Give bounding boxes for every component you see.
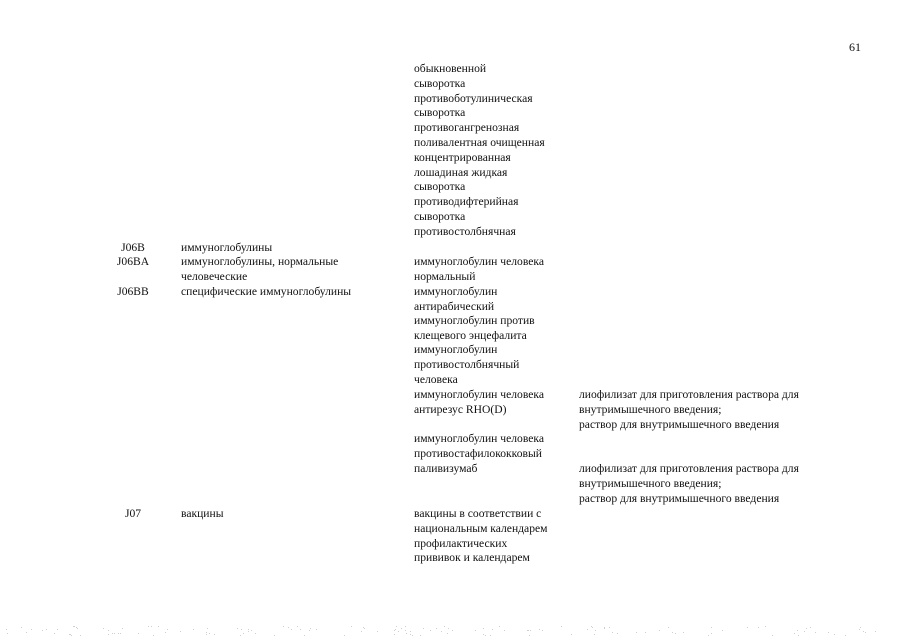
scan-speck [815, 632, 816, 633]
scan-speck [604, 628, 605, 629]
scan-speck [241, 629, 242, 630]
scan-speck [529, 635, 530, 636]
dosage-form-line: внутримышечного введения; [579, 402, 722, 416]
scan-speck [444, 626, 445, 627]
atc-group-line: вакцины [181, 507, 224, 520]
scan-speck [288, 627, 289, 628]
scan-speck [875, 631, 876, 632]
scan-speck [683, 632, 684, 633]
scan-speck [405, 626, 406, 627]
atc-code: J06BB [117, 285, 149, 298]
scan-speck [711, 633, 712, 634]
dosage-form-line: раствор для внутримышечного введения [579, 417, 780, 431]
scan-speck [118, 633, 119, 634]
scan-speck [430, 630, 431, 631]
continuation-text [414, 62, 545, 240]
continuation-line: поливалентная очищенная [414, 135, 545, 149]
atc-group-line: специфические иммуноглобулины [181, 285, 352, 298]
scan-speck [26, 632, 27, 633]
scan-speck [860, 627, 861, 628]
scan-speck [377, 631, 378, 632]
scan-speck [441, 631, 442, 632]
continuation-line: сыворотка [414, 106, 466, 120]
scan-speck [114, 633, 115, 634]
drug-name-line: иммуноглобулин против [414, 314, 535, 327]
scan-speck [74, 626, 75, 627]
drug-name-line: клещевого энцефалита [414, 328, 527, 342]
scan-speck [828, 632, 829, 633]
scan-speck [542, 630, 543, 631]
scan-speck [483, 634, 484, 635]
atc-group-line: иммуноглобулины [181, 241, 273, 254]
scan-speck [310, 628, 311, 629]
scan-speck [528, 630, 529, 631]
scan-speck [153, 635, 154, 636]
drug-name-line: человека [414, 372, 458, 386]
drug-name-line: антирезус RHO(D) [414, 402, 507, 416]
scan-speck [291, 629, 292, 630]
scan-speck [859, 629, 860, 630]
scan-speck [255, 633, 256, 634]
dosage-form-line: лиофилизат для приготовления раствора для [579, 462, 799, 475]
scan-speck [797, 630, 798, 631]
scan-speck [804, 631, 805, 632]
scan-speck [571, 634, 572, 635]
drug-name-line: паливизумаб [414, 462, 478, 475]
drug-name-line: иммуноглобулин [414, 343, 498, 356]
scan-speck [77, 628, 78, 629]
scan-speck [845, 635, 846, 636]
scan-speck [151, 626, 152, 627]
scan-speck [344, 635, 345, 636]
scan-speck [490, 635, 491, 636]
scan-speck [248, 629, 249, 630]
atc-group-line: человеческие [181, 269, 248, 283]
drug-name [414, 343, 519, 387]
continuation-line: сыворотка [414, 180, 466, 194]
drug-name [414, 314, 535, 344]
scan-speck [274, 635, 275, 636]
drug-name-line: антирабический [414, 299, 495, 313]
scan-speck [711, 627, 712, 628]
scan-speck [398, 631, 399, 632]
scan-speck [108, 634, 109, 635]
drug-name-line: нормальный [414, 269, 476, 283]
scan-speck [167, 629, 168, 630]
scan-speck [6, 629, 7, 630]
dosage-form [579, 462, 799, 506]
continuation-line: противоботулиническая [414, 91, 533, 105]
scan-speck [475, 630, 476, 631]
scan-speck [412, 635, 413, 636]
scan-speck [645, 632, 646, 633]
scan-speck [394, 634, 395, 635]
continuation-line: обыкновенной [414, 62, 487, 75]
dosage-form-line: внутримышечного введения; [579, 476, 722, 490]
scan-speck [248, 631, 249, 632]
drug-name-line: вакцины в соответствии с [414, 507, 542, 520]
scan-speck [659, 630, 660, 631]
scan-speck [405, 630, 406, 631]
scan-speck [193, 629, 194, 630]
atc-group [181, 507, 224, 522]
scan-speck [420, 635, 421, 636]
scan-speck [103, 628, 104, 629]
scan-speck [594, 634, 595, 635]
continuation-line: сыворотка [414, 209, 466, 223]
scan-speck [636, 632, 637, 633]
atc-group-line: иммуноглобулины, нормальные [181, 255, 339, 268]
scan-noise [0, 622, 905, 640]
drug-name [414, 507, 547, 566]
scan-speck [394, 630, 395, 631]
continuation-line: концентрированная [414, 150, 511, 164]
scan-speck [668, 627, 669, 628]
drug-name-line: иммуноглобулин человека [414, 255, 544, 268]
drug-name-line: иммуноглобулин человека [414, 432, 544, 445]
scan-speck [214, 634, 215, 635]
scan-speck [138, 633, 139, 634]
scan-speck [406, 633, 407, 634]
drug-name [414, 285, 497, 315]
scan-speck [561, 626, 562, 627]
scan-speck [587, 629, 588, 630]
scan-speck [530, 630, 531, 631]
scan-speck [401, 628, 402, 629]
continuation-line: сыворотка [414, 76, 466, 90]
scan-speck [794, 633, 795, 634]
scan-speck [251, 630, 252, 631]
continuation-line: противодифтерийная [414, 195, 519, 209]
scan-speck [54, 633, 55, 634]
scan-speck [309, 630, 310, 631]
scan-speck [863, 631, 864, 632]
scan-speck [592, 627, 593, 628]
dosage-form [579, 388, 799, 432]
scan-speck [758, 627, 759, 628]
scan-speck [448, 628, 449, 629]
atc-code: J07 [124, 507, 142, 520]
scan-speck [485, 635, 486, 636]
scan-speck [452, 630, 453, 631]
scan-speck [810, 627, 811, 628]
scan-speck [120, 633, 121, 634]
drug-name [414, 432, 544, 462]
scan-speck [297, 626, 298, 627]
scan-speck [675, 633, 676, 634]
scan-speck [158, 626, 159, 627]
atc-group [181, 241, 272, 256]
scan-speck [46, 629, 47, 630]
dosage-form-line: раствор для внутримышечного введения [579, 491, 780, 505]
scan-speck [361, 631, 362, 632]
scan-speck [80, 635, 81, 636]
scan-speck [504, 630, 505, 631]
continuation-line: противогангренозная [414, 121, 520, 135]
scan-speck [612, 632, 613, 633]
scan-speck [21, 627, 22, 628]
scan-speck [798, 635, 799, 636]
scan-speck [206, 634, 207, 635]
scan-speck [122, 628, 123, 629]
scan-speck [436, 628, 437, 629]
drug-name-line: противостолбнячный [414, 357, 520, 371]
scan-speck [492, 629, 493, 630]
scan-speck [71, 635, 72, 636]
scan-speck [237, 628, 238, 629]
atc-code: J06BA [116, 255, 150, 268]
drug-name-line: противостафилококковый [414, 446, 542, 460]
scan-speck [316, 629, 317, 630]
scan-speck [722, 630, 723, 631]
scan-speck [772, 635, 773, 636]
scan-speck [865, 632, 866, 633]
scan-speck [207, 628, 208, 629]
scan-speck [834, 634, 835, 635]
drug-name-line: национальным календарем [414, 521, 548, 535]
scan-speck [747, 627, 748, 628]
drug-name-line: иммуноглобулин человека [414, 388, 544, 401]
atc-group [181, 255, 338, 285]
continuation-line: лошадиная жидкая [414, 165, 508, 179]
scan-speck [396, 626, 397, 627]
scan-speck [304, 635, 305, 636]
scan-speck [42, 630, 43, 631]
scan-speck [108, 630, 109, 631]
scan-speck [240, 635, 241, 636]
scan-speck [206, 632, 207, 633]
atc-group [181, 285, 351, 300]
scan-speck [483, 628, 484, 629]
drug-name [414, 462, 477, 477]
scan-speck [806, 628, 807, 629]
scan-speck [423, 628, 424, 629]
scan-speck [539, 629, 540, 630]
scan-speck [69, 634, 70, 635]
scan-speck [57, 629, 58, 630]
scan-speck [180, 631, 181, 632]
page-number: 61 [849, 40, 861, 54]
scan-speck [300, 629, 301, 630]
scan-speck [708, 635, 709, 636]
scan-speck [447, 633, 448, 634]
drug-name-line: профилактических [414, 536, 508, 550]
scan-speck [609, 627, 610, 628]
scan-speck [209, 633, 210, 634]
scan-speck [7, 633, 8, 634]
scan-speck [499, 626, 500, 627]
scan-speck [243, 633, 244, 634]
continuation-line: противостолбнячная [414, 224, 516, 238]
scan-speck [31, 629, 32, 630]
dosage-form-line: лиофилизат для приготовления раствора для [579, 388, 799, 401]
scan-speck [148, 626, 149, 627]
drug-name [414, 255, 544, 285]
scan-speck [672, 632, 673, 633]
scan-speck [165, 632, 166, 633]
scan-speck [410, 631, 411, 632]
drug-name-line: иммуноглобулин [414, 285, 498, 298]
drug-name-line: прививок и календарем [414, 551, 530, 565]
drug-name [414, 388, 544, 418]
scan-speck [595, 630, 596, 631]
scan-speck [112, 633, 113, 634]
scan-speck [364, 628, 365, 629]
scan-speck [395, 629, 396, 630]
atc-code: J06B [121, 241, 145, 254]
scan-speck [351, 626, 352, 627]
scan-speck [410, 634, 411, 635]
scan-speck [765, 626, 766, 627]
scan-speck [283, 626, 284, 627]
scan-speck [617, 633, 618, 634]
